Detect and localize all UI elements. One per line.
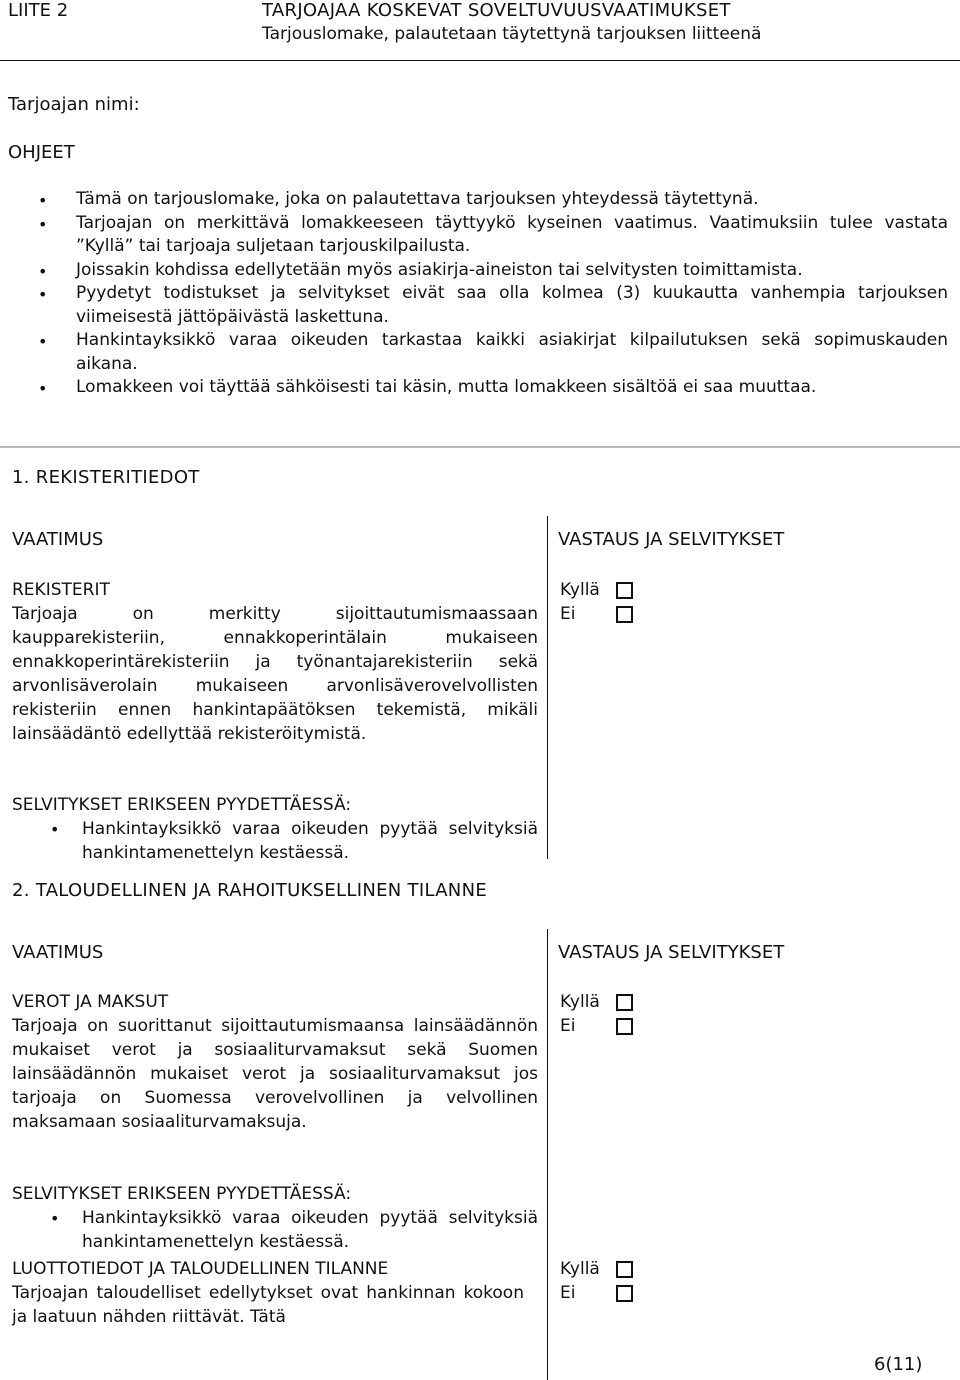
- yes-checkbox[interactable]: [616, 582, 633, 599]
- bullet-icon: •: [38, 261, 48, 281]
- instruction-item: • Hankintayksikkö varaa oikeuden tarkastaa kaikki asiakirjat kilpailutuksen sekä sopimuskauden aikana.: [38, 330, 948, 374]
- yes-label: Kyllä: [560, 992, 600, 1012]
- requirement-text: Tarjoaja on merkitty sijoittautumismaassaan kaupparekisteriin, ennakkoperintälain mukaiseen ennakkoperintärekisteriin ja työnantajarekisteriin sekä arvonlisäverolain mukaiseen arvonlisäverovelvollisten rekisteriin ennen hankintapäätöksen tekemistä, mikäli lainsäädäntö edellyttää rekisteröitymistä.: [12, 604, 538, 744]
- instructions-heading: OHJEET: [8, 142, 75, 163]
- bullet-icon: •: [38, 332, 48, 351]
- yes-checkbox[interactable]: [616, 994, 633, 1011]
- section-1-heading: 1. REKISTERITIEDOT: [12, 467, 200, 488]
- bullet-icon: •: [50, 1209, 60, 1228]
- answer-column-header: VASTAUS JA SELVITYKSET: [558, 529, 785, 550]
- requirement-column-header: VAATIMUS: [12, 529, 104, 550]
- header-divider: [0, 60, 960, 61]
- no-label: Ei: [560, 1283, 576, 1303]
- no-checkbox[interactable]: [616, 606, 633, 623]
- appendix-label: LIITE 2: [8, 0, 69, 21]
- page-number: 6(11): [874, 1354, 923, 1375]
- instruction-item: • Tarjoajan on merkittävä lomakkeeseen täyttyykö kyseinen vaatimus. Vaatimuksiin tulee vastata ”Kyllä” tai tarjoaja suljetaan tarjouskilpailusta.: [38, 212, 948, 256]
- instruction-item: • Tämä on tarjouslomake, joka on palautettava tarjouksen yhteydessä täytettynä.: [30, 188, 948, 212]
- answer-registers: [560, 578, 633, 626]
- document-subtitle: Tarjouslomake, palautetaan täytettynä tarjouksen liitteenä: [262, 24, 762, 44]
- requirement-title: VEROT JA MAKSUT: [12, 992, 169, 1012]
- additional-documents-item: • Hankintayksikkö varaa oikeuden pyytää selvityksiä hankintamenettelyn kestäessä.: [50, 819, 538, 863]
- tenderer-name-label: Tarjoajan nimi:: [8, 94, 140, 115]
- no-checkbox[interactable]: [616, 1285, 633, 1302]
- instructions-list: [30, 188, 948, 400]
- additional-documents-heading: SELVITYKSET ERIKSEEN PYYDETTÄESSÄ:: [12, 1184, 352, 1204]
- requirement-title: REKISTERIT: [12, 580, 110, 600]
- additional-documents-heading: SELVITYKSET ERIKSEEN PYYDETTÄESSÄ:: [12, 795, 352, 815]
- bullet-icon: •: [38, 214, 48, 234]
- requirement-title: LUOTTOTIEDOT JA TALOUDELLINEN TILANNE: [12, 1259, 389, 1279]
- no-checkbox[interactable]: [616, 1018, 633, 1035]
- answer-taxes: [560, 990, 633, 1038]
- answer-credit: [560, 1257, 633, 1305]
- column-divider: [547, 516, 548, 859]
- bullet-icon: •: [38, 379, 48, 398]
- additional-documents-item: • Hankintayksikkö varaa oikeuden pyytää selvityksiä hankintamenettelyn kestäessä.: [50, 1208, 538, 1252]
- requirement-registers: [12, 578, 538, 746]
- additional-documents-2: [12, 1182, 538, 1254]
- instruction-item: • Pyydetyt todistukset ja selvitykset eivät saa olla kolmea (3) kuukautta vanhempia tarjouksen viimeisestä jättöpäivästä laskettuna.: [38, 283, 948, 327]
- requirement-credit: [12, 1257, 524, 1329]
- additional-documents-1: [12, 793, 538, 865]
- bullet-icon: •: [38, 285, 48, 304]
- requirement-taxes: [12, 990, 538, 1134]
- section-divider: [0, 446, 960, 448]
- answer-column-header: VASTAUS JA SELVITYKSET: [558, 942, 785, 963]
- bullet-icon: •: [50, 820, 60, 839]
- yes-label: Kyllä: [560, 1259, 600, 1279]
- requirement-text: Tarjoaja on suorittanut sijoittautumismaansa lainsäädännön mukaiset verot ja sosiaaliturvamaksut sekä Suomen lainsäädännön mukaiset verot ja sosiaaliturvamaksut jos tarjoaja on Suomessa verovelvollinen ja velvollinen maksamaan sosiaaliturvamaksuja.: [12, 1016, 538, 1132]
- column-divider: [547, 929, 548, 1380]
- no-label: Ei: [560, 604, 576, 624]
- instruction-item: • Joissakin kohdissa edellytetään myös asiakirja-aineiston tai selvitysten toimittamista.: [30, 259, 948, 283]
- requirement-column-header: VAATIMUS: [12, 942, 104, 963]
- yes-label: Kyllä: [560, 580, 600, 600]
- bullet-icon: •: [38, 191, 48, 210]
- section-2-heading: 2. TALOUDELLINEN JA RAHOITUKSELLINEN TILANNE: [12, 880, 488, 901]
- requirement-text: Tarjoajan taloudelliset edellytykset ovat hankinnan kokoon ja laatuun nähden riittävät. Tätä: [12, 1283, 524, 1327]
- yes-checkbox[interactable]: [616, 1261, 633, 1278]
- no-label: Ei: [560, 1016, 576, 1036]
- instruction-item: • Lomakkeen voi täyttää sähköisesti tai käsin, mutta lomakkeen sisältöä ei saa muuttaa.: [30, 376, 948, 400]
- document-title: TARJOAJAA KOSKEVAT SOVELTUVUUSVAATIMUKSET: [262, 0, 731, 21]
